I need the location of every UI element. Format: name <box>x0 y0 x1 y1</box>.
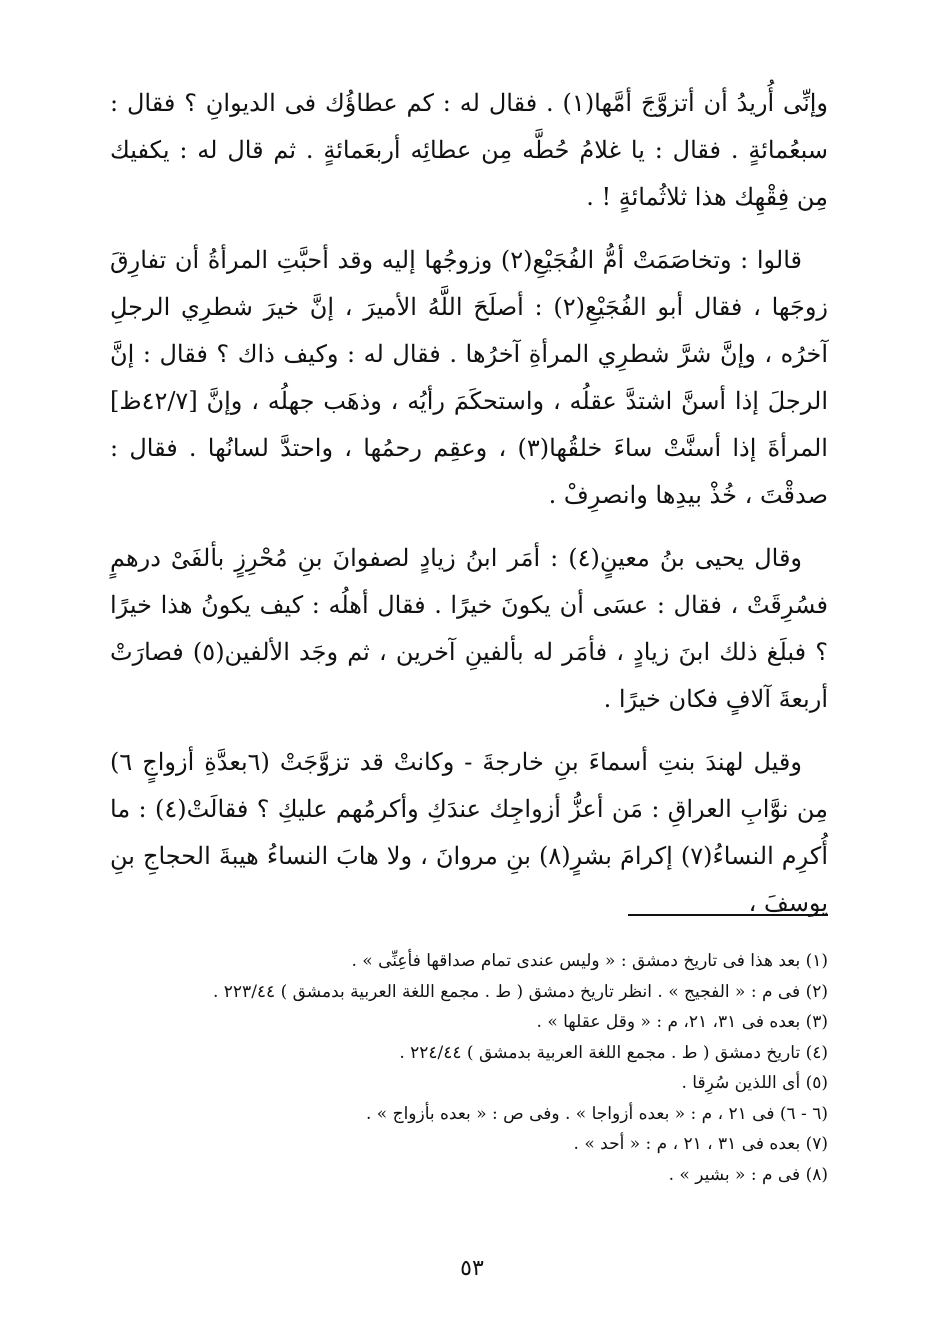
paragraph-2: قالوا : وتخاصَمَتْ أمُّ الفُجَيْعِ(٢) وزوجُها إليه وقد أحبَّتِ المرأةُ أن تفارِقَ زوجَها ، فقال أبو الفُجَيْعِ(٢) : أصلَحَ اللَّهُ الأميرَ ، إنَّ خيرَ شطرِي الرجلِ آخرُه ، وإنَّ شرَّ شطرِي المرأةِ آخرُها . فقال له : وكيف ذاك ؟ فقال : إنَّ الرجلَ إذا أسنَّ اشتدَّ عقلُه ، واستحكَمَ رأيُه ، وذهَب جهلُه ، وإنَّ [٤٢/٧ظ] المرأةَ إذا أسنَّتْ ساءَ خلقُها(٣) ، وعقِم رحمُها ، واحتدَّ لسانُها . فقال : صدقْتَ ، خُذْ بيدِها وانصرِفْ . <box>110 246 828 509</box>
footnote-8: (٨) فى م : « بشير » . <box>668 1164 828 1185</box>
main-text <box>110 80 828 943</box>
footnote-divider <box>628 914 828 916</box>
footnote-3: (٣) بعده فى ٣١، ٢١، م : « وقل عقلها » . <box>536 1012 828 1032</box>
footnote-6: (٦ - ٦) فى ٢١ ، م : « بعده أزواجا » . وفى ص : « بعده بأزواج » . <box>365 1103 828 1124</box>
footnote-5: (٥) أى اللذين سُرِقا . <box>681 1073 828 1093</box>
footnotes-list <box>110 946 828 1190</box>
page-number: ٥٣ <box>460 1256 484 1281</box>
paragraph-1: وإنِّى أُريدُ أن أتزوَّجَ أمَّها(١) . فقال له : كم عطاؤُك فى الديوانِ ؟ فقال : سبعُمائةٍ . فقال : يا غلامُ حُطَّه مِن عطائِه أربعَمائةٍ . ثم قال له : يكفيك مِن فِقْهِك هذا ثلاثُمائةٍ ! . <box>110 89 829 211</box>
paragraph-3: وقال يحيى بنُ معينٍ(٤) : أمَر ابنُ زيادٍ لصفوانَ بنِ مُحْرِزٍ بألفَىْ درهمٍ فسُرِقَتْ ، فقال : عسَى أن يكونَ خيرًا . فقال أهلُه : كيف يكونُ هذا خيرًا ؟ فبلَغ ذلك ابنَ زيادٍ ، فأمَر له بألفينِ آخرين ، ثم وجَد الألفين(٥) فصارَتْ أربعةَ آلافٍ فكان خيرًا . <box>110 544 828 713</box>
footnote-2: (٢) فى م : « الفجيج » . انظر تاريخ دمشق ( ط . مجمع اللغة العربية بدمشق ) ٢٢٣/٤٤ . <box>212 981 828 1002</box>
paragraph-4: وقيل لهندَ بنتِ أسماءَ بنِ خارجةَ - وكانتْ قد تزوَّجَتْ (٦بعدَّةِ أزواجٍ ٦) مِن نوَّابِ العراقِ : مَن أعزُّ أزواجِك عندَكِ وأكرمُهم عليكِ ؟ فقالَتْ(٤) : ما أُكرِم النساءُ(٧) إكرامَ بشرٍ(٨) بنِ مروانَ ، ولا هابَ النساءُ هيبةَ الحجاجِ بنِ يوسفَ ، <box>110 748 828 917</box>
footnote-7: (٧) بعده فى ٣١ ، ٢١ ، م : « أحد » . <box>573 1134 828 1154</box>
footnote-4: (٤) تاريخ دمشق ( ط . مجمع اللغة العربية بدمشق ) ٢٢٤/٤٤ . <box>399 1042 828 1063</box>
footnote-1: (١) بعد هذا فى تاريخ دمشق : « وليس عندى تمام صداقها فأعِنِّى » . <box>351 951 828 971</box>
